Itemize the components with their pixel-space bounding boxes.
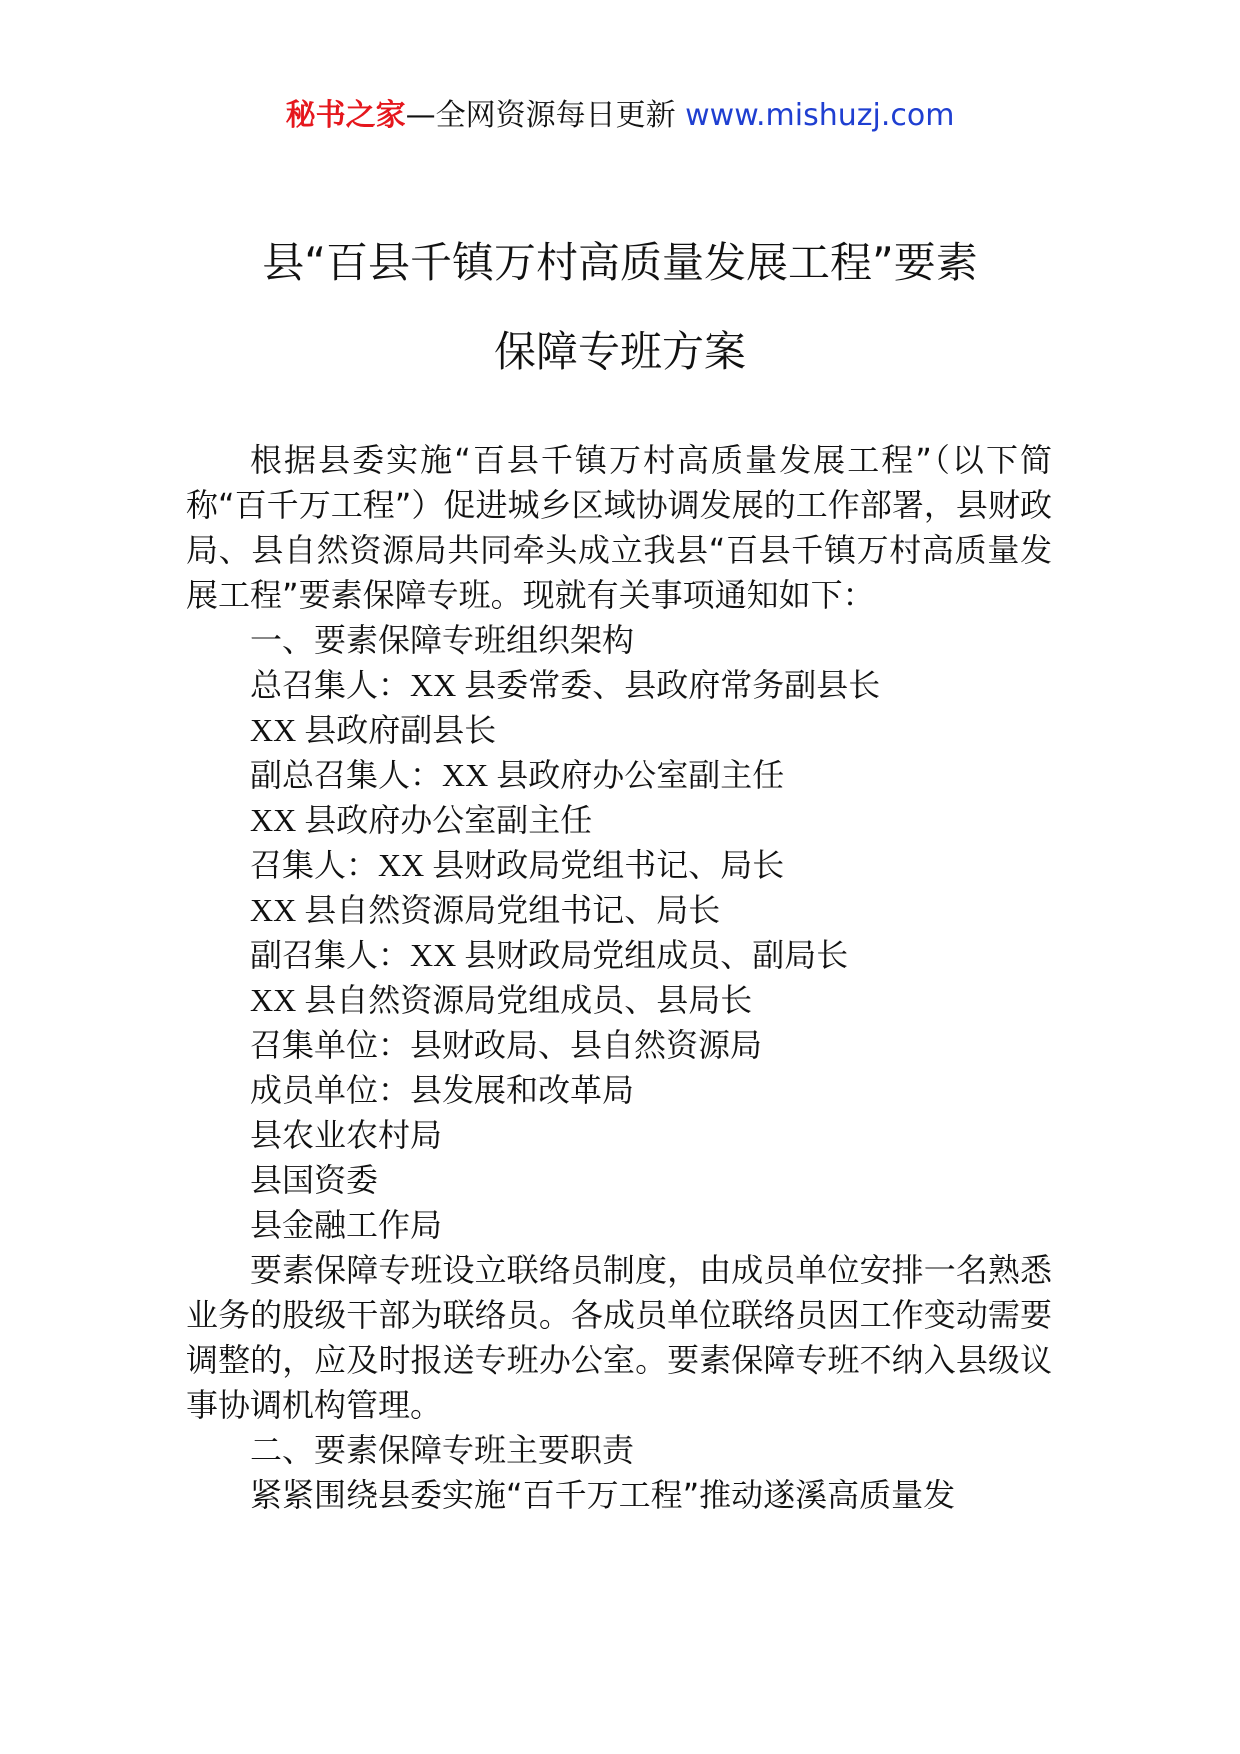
org-convener-general-row [186,663,1052,708]
org-value-row: XX 县自然资源局党组成员、县局长 [250,982,753,1018]
document-title-line-2: 保障专班方案 [493,327,746,376]
intro-paragraph: 根据县委实施“百县千镇万村高质量发展工程”（以下简称“百千万工程”）促进城乡区域协调发展的工作部署，县财政局、县自然资源局共同牵头成立我县“百县千镇万村高质量发展工程”要素保障专班。现就有关事项通知如下： [186,441,1052,614]
section-2-first-line: 紧紧围绕县委实施“百千万工程”推动遂溪高质量发 [250,1476,956,1514]
org-deputy-convener-row [186,933,1052,978]
org-member-unit-row: 县国资委 [250,1161,379,1199]
org-value: XX 县政府办公室副主任 [442,757,785,793]
org-deputy-convener-general-row [186,753,1052,798]
liaison-paragraph: 要素保障专班设立联络员制度，由成员单位安排一名熟悉业务的股级干部为联络员。各成员单位联络员因工作变动需要调整的，应及时报送专班办公室。要素保障专班不纳入县级议事协调机构管理。 [186,1251,1052,1424]
org-lead-units-row [186,1023,1052,1068]
org-value-row: XX 县政府办公室副主任 [250,802,593,838]
org-value: XX 县财政局党组成员、副局长 [410,937,849,973]
site-url-link[interactable]: www.mishuzj.com [685,98,955,133]
org-label: 副召集人： [250,936,411,974]
section-1-heading: 一、要素保障专班组织架构 [250,621,635,659]
org-member-unit-row: 县农业农村局 [250,1116,443,1154]
site-tagline: —全网资源每日更新 [405,98,686,133]
section-2-heading: 二、要素保障专班主要职责 [250,1431,635,1469]
org-member-unit-row: 县金融工作局 [250,1206,443,1244]
org-value: XX 县财政局党组书记、局长 [378,847,785,883]
org-value: XX 县委常委、县政府常务副县长 [410,667,881,703]
org-label: 总召集人： [250,666,411,704]
org-value: 县发展和改革局 [410,1071,635,1109]
org-label: 副总召集人： [250,756,443,794]
org-member-units-row [186,1068,1052,1113]
org-value: 县财政局、县自然资源局 [410,1026,763,1064]
org-value-row: XX 县政府副县长 [250,712,497,748]
document-body [186,438,1052,1518]
org-convener-row [186,843,1052,888]
org-label: 召集单位： [250,1026,411,1064]
site-brand-name: 秘书之家 [285,98,406,133]
org-label: 成员单位： [250,1071,411,1109]
site-banner [0,96,1240,136]
document-title-line-1: 县“百县千镇万村高质量发展工程”要素 [262,238,978,287]
org-label: 召集人： [250,846,379,884]
org-value-row: XX 县自然资源局党组书记、局长 [250,892,721,928]
